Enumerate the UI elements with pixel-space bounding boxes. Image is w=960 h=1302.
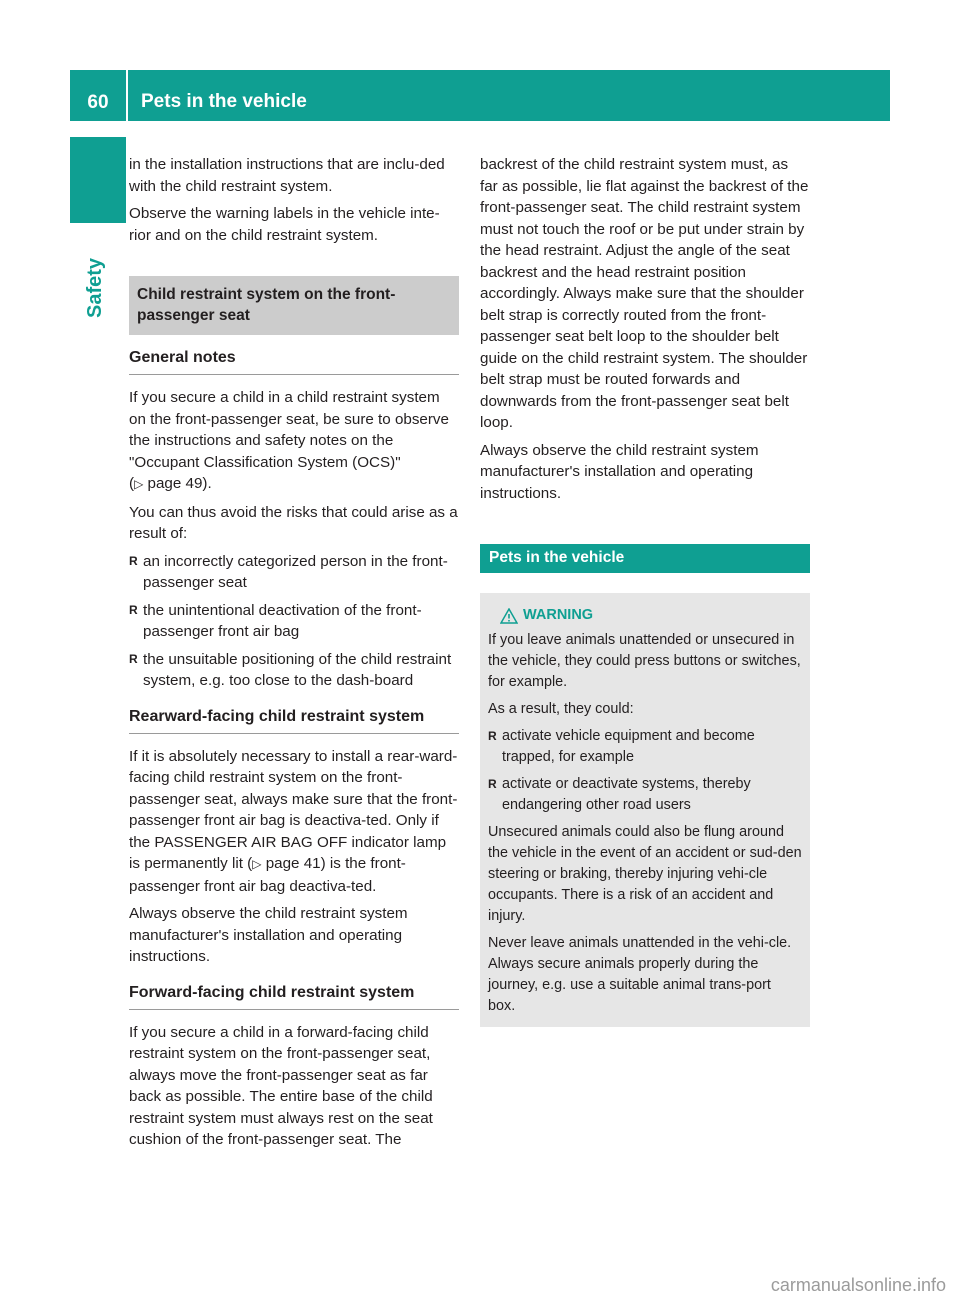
page-reference-link[interactable]: page 41): [265, 855, 326, 872]
paragraph: If you secure a child in a forward-facing child restraint system on the front-passenger seat, always move the front-passenger seat as far back as possible. The entire base of the child restraint system must always rest on the seat cushion of the front-passenger seat. The: [129, 1023, 433, 1148]
paragraph: If you secure a child in a child restraint system on the front-passenger seat, be sure to observe the instructions and safety notes on the "Occupant Classification System (OCS)" (▷ page 49).: [129, 389, 449, 492]
list-item: [129, 649, 459, 692]
paragraph-text: is the front-passenger front air bag deactiva-ted.: [129, 855, 406, 895]
watermark: carmanualsonline.info: [770, 1275, 946, 1295]
list-item: [488, 726, 802, 768]
section-heading-pets: Pets in the vehicle: [480, 544, 810, 573]
warning-triangle-icon: [500, 608, 518, 624]
list-item: [129, 551, 459, 594]
bullet-icon: R: [488, 777, 497, 791]
list-item-text: the unintentional deactivation of the front-passenger front air bag: [143, 601, 422, 640]
bullet-icon: R: [488, 729, 497, 743]
paragraph: As a result, they could:: [488, 701, 634, 717]
paragraph: Always observe the child restraint system manufacturer's installation and operating instructions.: [129, 905, 408, 965]
paragraph: backrest of the child restraint system must, as far as possible, lie flat against the backrest of the front-passenger seat. The child restraint system must not touch the roof or be put under strain by the head restraint. Adjust the angle of the seat backrest and the head restraint position accordingly. Always make sure that the shoulder belt strap is correctly routed from the front-passenger seat belt loop to the shoulder belt guide on the child restraint system. The shoulder belt strap must be routed forwards and downwards from the front-passenger seat belt loop.: [480, 156, 809, 431]
page-title: Pets in the vehicle: [141, 91, 307, 112]
page-ref-arrow-icon: ▷: [252, 857, 262, 871]
paragraph: Unsecured animals could also be flung around the vehicle in the event of an accident or sud-den steering or braking, thereby injuring vehi-cle occupants. There is a risk of an accident and injury.: [488, 824, 802, 924]
list-item-text: the unsuitable positioning of the child restraint system, e.g. too close to the dash-board: [143, 650, 452, 689]
page-ref-arrow-icon: ▷: [134, 477, 144, 491]
page-number: 60: [87, 92, 109, 113]
header-divider: [126, 70, 128, 121]
list-item: [488, 774, 802, 816]
paragraph: Never leave animals unattended in the vehi-cle. Always secure animals properly during the journey, e.g. use a suitable animal trans-port box.: [488, 935, 792, 1014]
bullet-icon: R: [129, 651, 138, 666]
page-reference-link[interactable]: page 49).: [147, 475, 212, 492]
right-column: [480, 154, 810, 1027]
subheading-forward: Forward-facing child restraint system: [129, 982, 459, 1010]
paragraph: You can thus avoid the risks that could arise as a result of:: [129, 503, 458, 542]
warning-title: [488, 605, 802, 626]
paragraph: If you leave animals unattended or unsecured in the vehicle, they could press buttons or switches, for example.: [488, 632, 801, 690]
warning-box: [480, 593, 810, 1027]
section-heading: Child restraint system on the front-passenger seat: [129, 276, 459, 335]
subheading-rearward: Rearward-facing child restraint system: [129, 706, 459, 734]
subheading-general-notes: General notes: [129, 347, 459, 375]
paragraph-text: If it is absolutely necessary to install a rear-ward-facing child restraint system on the front-passenger seat, always make sure that the front-passenger front air bag is deactiva-ted. Only if the PASSENGER AIR BAG OFF indicator lamp is permanently lit (: [129, 747, 458, 872]
bullet-icon: R: [129, 602, 138, 617]
list-item-text: activate vehicle equipment and become trapped, for example: [502, 728, 755, 765]
paragraph: Always observe the child restraint system manufacturer's installation and operating instructions.: [480, 441, 759, 502]
paragraph: Observe the warning labels in the vehicle inte-rior and on the child restraint system.: [129, 205, 440, 244]
paragraph-text: If you secure a child in a child restraint system on the front-passenger seat, be sure to observe the instructions and safety notes on the "Occupant Classification System (OCS)": [129, 389, 449, 471]
paragraph: [129, 746, 459, 898]
list-item-text: an incorrectly categorized person in the front-passenger seat: [143, 552, 448, 591]
chapter-label: Safety: [84, 257, 106, 318]
list-item-text: activate or deactivate systems, thereby endangering other road users: [502, 776, 751, 813]
left-column: [129, 154, 459, 1157]
chapter-tab-block: [70, 137, 126, 223]
list-item: [129, 600, 459, 643]
bullet-icon: R: [129, 553, 138, 568]
paragraph: in the installation instructions that are inclu-ded with the child restraint system.: [129, 156, 445, 195]
warning-label: WARNING: [523, 607, 594, 623]
